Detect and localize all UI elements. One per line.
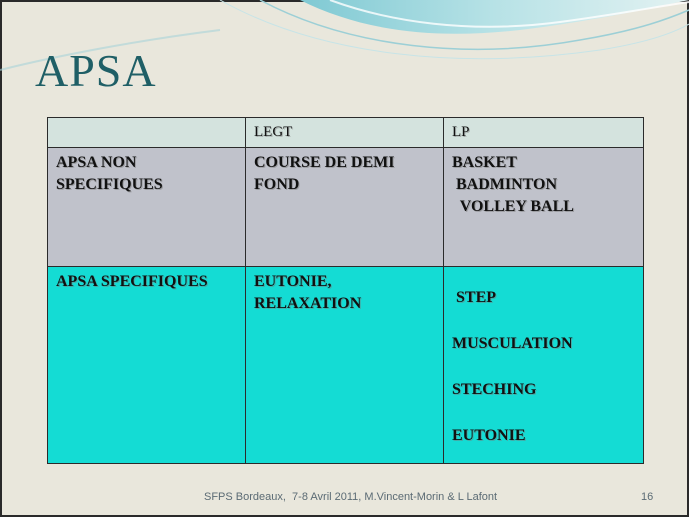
row-label-specific: APSA SPECIFIQUES [48, 267, 246, 464]
apsa-table [47, 117, 644, 464]
list-item: STECHING [452, 381, 537, 398]
list-item: EUTONIE [452, 427, 526, 444]
footer-credit: SFPS Bordeaux, 7-8 Avril 2011, M.Vincent-Morin & L Lafont [204, 491, 498, 503]
list-item: VOLLEY BALL [452, 198, 574, 215]
header-cell-empty [48, 118, 246, 148]
slide-title: APSA [35, 45, 157, 96]
table-header-row [48, 118, 644, 148]
list-item: BADMINTON [452, 176, 558, 193]
list-item: BASKET [452, 154, 517, 171]
page-number: 16 [641, 491, 654, 503]
cell-legt-specific: EUTONIE, RELAXATION [246, 267, 444, 464]
row-label-non-specific: APSA NON SPECIFIQUES [48, 148, 246, 267]
header-cell-legt: LEGT [246, 118, 444, 148]
lp-list-non-specific [452, 152, 635, 218]
table-row-non-specific [48, 148, 644, 267]
lp-list-specific [452, 275, 635, 459]
cell-legt-non-specific: COURSE DE DEMI FOND [246, 148, 444, 267]
list-item: STEP [452, 289, 497, 306]
table-row-specific [48, 267, 644, 464]
cell-lp-specific [444, 267, 644, 464]
cell-lp-non-specific [444, 148, 644, 267]
header-cell-lp: LP [444, 118, 644, 148]
list-item: MUSCULATION [452, 335, 573, 352]
